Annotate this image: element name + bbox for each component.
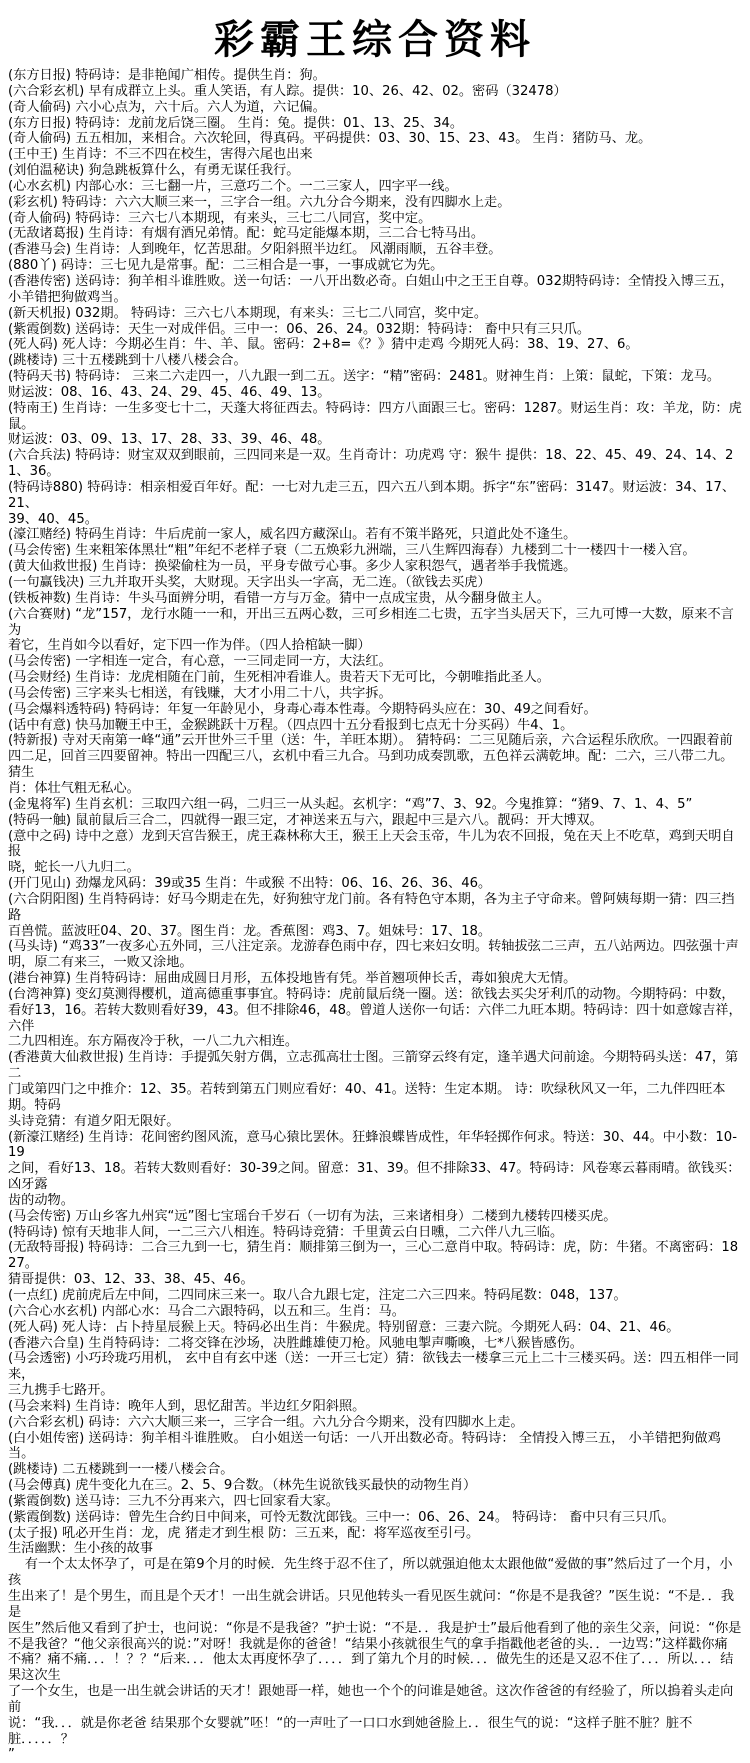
text-line: (紫霞倒数) 送码诗：曾先生合约日中间来，可怜无数沈郎钱。三中一：06、26、24。 特码诗： 畜中只有三只爪。: [8, 1509, 675, 1525]
text-line: (六合彩玄机) 码诗：六六大顺三来一，三字合一组。六九分合今期来，没有四脚水上走。: [8, 1414, 524, 1430]
text-line: (新濠江赌经) 生肖诗：花间密约图风流，意马心猿比罢休。狂蜂浪蝶皆成性，年华轻掷作何求。特送：30、44。中小数：10-19: [8, 1129, 737, 1161]
text-line: 晓，蛇长一八九归二。: [8, 860, 140, 876]
text-line: (意中之码) 诗中之意）龙到天宫告猴王，虎王森林称大王，猴王上天会玉帝，牛儿为农不回报，兔在天上不吃草，鸡到天明自报: [8, 828, 735, 860]
text-line: 三九携手七路开。: [8, 1383, 114, 1399]
text-line: (东方日报) 特码诗：龙前龙后饶三圈。 生肖：兔。提供：01、13、25、34。: [8, 115, 464, 131]
text-line: 二九四相连。东方隔夜冷于秋，一八二九六相连。: [8, 1034, 299, 1050]
text-line: 门或第四门之中推介：12、35。若转到第五门则应看好：40、41。送特：生定本期。 诗：吹绿秋风又一年，二九伴四旺本期。特码: [8, 1082, 726, 1113]
text-line: (马会传密) 三字来头七相送，有钱赚，大才小用二十八，共字拆。: [8, 685, 392, 701]
text-line: (跳楼诗) 二五楼跳到一一楼八楼会合。: [8, 1462, 234, 1478]
text-line: (死人码) 死人诗：今期必生肖：牛、羊、鼠。密码：2+8=《？》猜中走鸡 今期死人码：38、19、27、6。: [8, 337, 639, 353]
text-line: (心水玄机) 内部心水：三七翻一片，三意巧二个。一二三家人，四字平一线。: [8, 178, 458, 194]
text-line: 四二足，回首三四要留神。特出一四配三八，玄机中看三九合。马到功成奏凯歌，五色祥云满乾坤。配：二六，三八带二九。猜生: [8, 749, 734, 781]
text-line: (跳楼诗) 三十五楼跳到十八楼八楼会合。: [8, 353, 247, 369]
info-lines: [8, 68, 742, 1557]
text-line: (马会透密) 小巧玲珑巧用机， 玄中自有玄中迷（送：一开三七定）猜：欲钱去一楼拿三元上二十三楼买码。送：四五相伴一同来，: [8, 1351, 739, 1383]
text-line: (香港马会) 生肖诗：人到晚年，忆苦思甜。夕阳斜照半边红。 风潮雨顺，五谷丰登。: [8, 242, 502, 258]
text-line: (太子报) 吼必开生肖：龙，虎 猪走才到生根 防：三五来，配：将军巡夜至引弓。: [8, 1525, 480, 1541]
text-line: 生活幽默：生小孩的故事: [8, 1541, 154, 1557]
text-line: (特码诗880) 特码诗：相亲相爱百年好。配：一七对九走三五，四六五八到本期。拆字“东”密码：3147。财运波：34、17、21、: [8, 479, 736, 511]
text-line: (刘伯温秘诀) 狗急跳板算什么，有勇无谋任我行。: [8, 163, 300, 179]
text-line: (一点红) 虎前虎后左中间，二四同床三来一。取八合九跟七定，注定二六三四来。特码尾数：048，137。: [8, 1287, 627, 1303]
story-paragraph: [8, 1557, 742, 1763]
text-line: 齿的动物。: [8, 1192, 74, 1208]
text-line: (六合心水玄机) 内部心水：马合二六跟特码，以五和三。生肖：马。: [8, 1303, 405, 1319]
text-line: (马会爆料透特码) 特码诗：年复一年龄见小，身毒心毒本性毒。今期特码头应在：30、49之间看好。: [8, 701, 597, 717]
text-line: (紫霞倒数) 送马诗：三九不分再来六，四七回家看大家。: [8, 1493, 339, 1509]
text-line: (香港传密) 送码诗：狗羊相斗谁胜败。送一句话：一八开出数必奇。白姐山中之王王自尊。032期特码诗：全情投入博三五，: [8, 273, 734, 289]
text-line: (880丫) 码诗：三七见九是常事。配：二三相合是一事，一事成就它为先。: [8, 258, 444, 274]
text-line: (黄大仙救世报) 生肖诗：换梁偷柱为一员，平身专做亏心事。多少人家积怨气，遇者举手我慌逃。: [8, 559, 577, 575]
text-line: (彩玄机) 特码诗：六六大顺三来一，三字合一组。六九分合今期来，没有四脚水上走。: [8, 194, 511, 210]
text-line: 猜哥提供：03、12、33、38、45、46。: [8, 1272, 254, 1288]
text-line: (马会传密) 生来粗笨体黑壮“粗”年纪不老样子衰（二五焕彩九洲端，三八生辉四海春）九楼到二十一楼四十一楼入宫。: [8, 543, 696, 559]
text-line: 小羊错把狗做鸡当。: [8, 289, 127, 305]
text-line: (特码一触) 鼠前鼠后三合二，四就得一跟三定，才神送来五与六，跟起中三是六八。靓码：开大博双。: [8, 812, 603, 828]
text-line: (马会来料) 生肖诗：晚年人到，思忆甜苦。半边红夕阳斜照。: [8, 1398, 366, 1414]
text-line: 肖：体壮气粗无私心。: [8, 780, 140, 796]
text-line: (死人码) 死人诗：占卜持星辰猴上天。特码必出生肖：牛猴虎。特别留意：三妻六院。今期死人码：04、21、46。: [8, 1319, 680, 1335]
text-line: (特码诗) 惊有天地非人间，一二三六八相连。特码诗竞猜：千里黄云白日曛，二六伴八九三临。: [8, 1224, 564, 1240]
text-line: 头诗竞猜：有道夕阳无限好。: [8, 1113, 180, 1129]
text-line: (白小姐传密) 送码诗：狗羊相斗谁胜败。 白小姐送一句话：一八开出数必奇。特码诗： 全情投入博三五， 小羊错把狗做鸡当。: [8, 1430, 721, 1462]
text-line: (新天机报) 032期。 特码诗：三六七八本期现，有来头：三七二八同宫，奖中定。: [8, 305, 488, 321]
text-line: (马会传密) 一字相连一定合，有心意，一三同走同一方，大法红。: [8, 654, 392, 670]
text-line: (六合赛财) “龙”157，龙行水随一一和，开出三五两心数，三可乡相连二七贵，五字当头居天下，三九可博一大数，原来不言为: [8, 606, 734, 638]
story-line: 不是我爸？“他父亲很高兴的说：”对呀！我就是你的爸爸！“结果小孩就很生气的拿手指戳他老爸的头．．一边骂：”这样戳你痛: [8, 1636, 728, 1652]
text-line: (六合兵法) 特码诗：财宝双双到眼前，三四同来是一双。生肖奇计：功虎鸡 守：猴牛 提供：18、22、45、49、24、14、21、36。: [8, 448, 734, 480]
text-line: (无敌特哥报) 特码诗：二合三九到一七，猜生肖：顺排第三倒为一，三心二意肖中取。特码诗：虎，防：牛猪。不离密码：1827。: [8, 1240, 739, 1272]
text-line: 财运波：08、16、43、24、29、45、46、49、13。: [8, 384, 331, 400]
text-line: (特南王) 生肖诗：一生多变七十二，天蓬大将征西去。特码诗：四方八面跟三七。密码：1287。财运生肖：攻：羊龙，防：虎鼠。: [8, 400, 742, 432]
text-line: (特码天书) 特码诗： 三来二六走四一，八九跟一到二五。送字：“精”密码：2481。财神生肖：上策：鼠蛇，下策：龙马。: [8, 369, 721, 385]
story-line: 医生”然后他又看到了护士，也问说：“你是不是我爸？”护士说：“不是．．我是护士”最后他看到了他的亲生父亲，问说：“你是: [8, 1620, 742, 1636]
text-line: (香港黄大仙救世报) 生肖诗：手提弧矢射方偶，立志孤高壮士图。三箭穿云终有定，逢羊遇犬问前途。今期特码头送：47，第二: [8, 1050, 739, 1082]
text-line: (紫霞倒数) 送码诗：天生一对成伴侣。三中一：06、26、24。032期：特码诗： 畜中只有三只爪。: [8, 321, 591, 337]
story-line: 有一个太太怀孕了，可是在第9个月的时候．先生终于忍不住了，所以就强迫他太太跟他做“爱做的事”然后过了一个月，小孩: [8, 1557, 733, 1589]
text-line: (话中有意) 快马加鞭王中王，金猴跳跃十万程。（四点四十五分看报到七点无十分买码）牛4、1。: [8, 717, 574, 733]
page-title: 彩霸王综合资料: [214, 16, 536, 63]
text-line: 明，原二有来三，一败又涂地。: [8, 955, 193, 971]
text-line: (马会传密) 万山乡客九州宾“远”图七宝瑶台千岁石（一切有为法，三来诸相身）二楼到九楼转四楼买虎。: [8, 1208, 617, 1224]
story-line: 生出来了！是个男生，而且是个天才！一出生就会讲话。只见他转头一看见医生就问：“你是不是我爸？”医生说：“不是．．我是: [8, 1589, 735, 1620]
text-line: (一句赢钱决) 三九并取开头奖，大财现。天字出头一字高，无二连。（欲钱去买虎）: [8, 575, 491, 590]
text-line: (六合阴阳图) 生肖特码诗：好马今期走在先，好狗独守龙门前。各有特色守本期，各为主子守命来。曾阿姨每期一猜：四三挡路: [8, 891, 735, 923]
text-line: (马会傅真) 虎牛变化九在三。2、5、9合数。（林先生说欲钱买最快的动物生肖）: [8, 1478, 477, 1494]
text-line: (马会财经) 生肖诗：龙虎相随在门前，生死相冲看谁人。贵若天下无可比，今朝唯指此圣人。: [8, 670, 550, 686]
story-line: 了一个女生，也是一出生就会讲话的天才！跟她哥一样，她也一个个的问谁是她爸。这次作爸爸的有经验了，所以摀着头走向前: [8, 1684, 734, 1715]
text-line: (王中王) 生肖诗：不三不四在校生，害得六尾也出来: [8, 147, 313, 163]
text-line: (奇人偷码) 六小心点为，六十后。六人为道，六记偏。: [8, 99, 326, 115]
text-line: 39、40、45。: [8, 511, 98, 527]
text-line: (开门见山) 劲爆龙风码：39或35 生肖：牛或猴 不出特：06、16、26、36、46。: [8, 876, 492, 892]
text-line: (六合彩玄机) 早有成群立上头。重人笑语，有人踪。提供：10、26、42、02。密码（32478）: [8, 83, 567, 99]
text-line: (铁板神数) 生肖诗：牛头马面辨分明，看错一方与万金。猜中一点成宝贵，从今翻身做主人。: [8, 590, 550, 606]
text-line: (东方日报) 特码诗：是非艳闻广相传。提供生肖：狗。: [8, 68, 326, 83]
text-line: (濠江赌经) 特码生肖诗：牛后虎前一家人，威名四方藏深山。若有不策半路死，只道此处不逢生。: [8, 527, 577, 543]
story-line: ”: [8, 1747, 15, 1763]
text-line: (马头诗) “鸡33”一夜多心五外同，三八注定亲。龙游春色雨中存，四七来妇女明。转轴拔弦二三声，五八站两边。四弦强十声: [8, 939, 739, 955]
text-line: (香港六合皇) 生肖特码诗：二将交锋在沙场，决胜雌雄使刀枪。风驰电掣声嘶喚，七*八猴皆感伤。: [8, 1335, 583, 1351]
text-line: (港台神算) 生肖特码诗：屈曲成圆日月形，五体投地皆有凭。举首翘项伸长舌，毒如狼虎大无情。: [8, 971, 577, 987]
text-line: 百兽慌。蓝波旺04、20、37。图生肖：龙。香蕉图：鸡3、7。姐妹号：17、18。: [8, 923, 492, 939]
text-line: (特新报) 寺对天南第一峰“通”云开世外三千里（送：牛，羊旺本期）。 猜特码：二三见随后亲，六合运程乐欣欣。一四跟着前: [8, 733, 733, 749]
text-line: 着它，生肖如今以看好，定下四一作为伴。（四人拾棺缺一脚）: [8, 638, 371, 654]
text-line: (奇人偷码) 特码诗：三六七八本期现，有来头，三七二八同宫，奖中定。: [8, 210, 432, 226]
story-line: 说：“我．．．就是你老爸 结果那个女婴就”呸！“的一声吐了一口口水到她爸脸上．．很生气的说：“这样子脏不脏？脏不脏．．．．．？: [8, 1715, 693, 1747]
text-line: 财运波：03、09、13、17、28、33、39、46、48。: [8, 432, 331, 448]
story-line: 不痛？痛不痛．．．！？？“后来．．．他太太再度怀孕了．．．．到了第九个月的时候．．．做先生的还是又忍不住了．．．所以．．．结果这次生: [8, 1652, 734, 1684]
text-line: (金鬼将军) 生肖玄机：三取四六组一码，二归三一从头起。玄机字：“鸡”7、3、92。今鬼推算：“猪9、7、1、4、5”: [8, 796, 693, 812]
text-line: 看好13，16。若转大数则看好39，43。但不排除46，48。曾道人送你一句话：六伴二九旺本期。特码诗：四十如意嫁吉祥，六伴: [8, 1002, 742, 1034]
text-line: (台湾神算) 变幻莫测得樱机，道高德重事事宜。特码诗：虎前鼠后绕一圈。送：欲钱去买尖牙利爪的动物。今期特码：中数，: [8, 986, 735, 1002]
text-line: (无敌诸葛报) 生肖诗：有烟有酒兄弟情。配：蛇马定能爆本期，三二合七特马出。: [8, 226, 485, 242]
text-line: (奇人偷码) 五五相加，来相合。六次轮回，得真码。平码提供：03、30、15、23、43。 生肖：猪防马、龙。: [8, 131, 652, 147]
text-line: 之间，看好13、18。若转大数则看好：30-39之间。留意：31、39。但不排除33、47。特码诗：风卷寒云暮雨晴。欲钱买：凶牙露: [8, 1161, 741, 1193]
